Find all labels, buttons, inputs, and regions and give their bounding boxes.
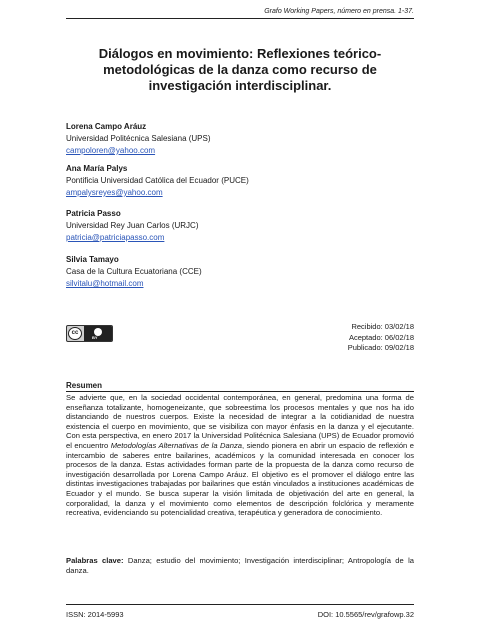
- journal-line: Grafo Working Papers, número en prensa. 1-37.: [264, 8, 414, 15]
- author-block: [66, 121, 414, 157]
- author-email-link[interactable]: ampalysreyes@yahoo.com: [66, 188, 163, 197]
- author-affiliation: Universidad Rey Juan Carlos (URJC): [66, 221, 199, 230]
- cc-symbol: cc: [68, 327, 82, 340]
- keywords-text: Danza; estudio del movimiento; Investigación interdisciplinar; Antropología de la danza.: [66, 556, 414, 575]
- creative-commons-by-icon[interactable]: [66, 325, 113, 342]
- author-name: Patricia Passo: [66, 209, 121, 218]
- footer-divider: [66, 604, 414, 605]
- running-header: [66, 8, 414, 19]
- accepted-date: Aceptado: 06/02/18: [348, 332, 414, 342]
- cc-by-label: BY: [92, 335, 98, 340]
- author-block: [66, 208, 414, 244]
- author-email-link[interactable]: campoloren@yahoo.com: [66, 146, 156, 155]
- author-affiliation: Universidad Politécnica Salesiana (UPS): [66, 134, 211, 143]
- abstract-text: [66, 393, 414, 518]
- author-name: Ana María Palys: [66, 164, 128, 173]
- event-title: Metodologías Alternativas de la Danza: [110, 440, 243, 450]
- footer-doi: DOI: 10.5565/rev/grafowp.32: [317, 610, 414, 619]
- received-date: Recibido: 03/02/18: [351, 322, 414, 331]
- author-name: Silvia Tamayo: [66, 255, 119, 264]
- abstract-text-part-2: , siendo pionera en abrir un espacio de reflexión e intercambio de saberes entre bailarines, académicos y la comunidad interesada en conocer los procesos de la danza. Estas actividades forman parte de la propuesta de la danza como recurso de investigación desarrollada por Lorena Campo Aráuz. El objetivo es el promover el diálogo entre las distintas investigaciones trabajadas por bailarines que están vinculados a instituciones académicas de Ecuador y el mundo. Se busca superar la visión limitada de objetivación del arte en general, la corporalidad, la danza y el movimiento como elementos de descripción folclórica y meramente recreativa, evidenciando su potencialidad creativa, terapéutica y generadora de conocimiento.: [66, 440, 414, 518]
- footer-issn: ISSN: 2014-5993: [66, 610, 124, 619]
- author-email-link[interactable]: patricia@patriciapasso.com: [66, 233, 165, 242]
- publication-dates: [348, 322, 414, 354]
- author-block: [66, 163, 414, 199]
- cc-by-panel: [84, 326, 112, 341]
- author-block: [66, 254, 414, 290]
- keywords: [66, 556, 414, 575]
- author-email-link[interactable]: silvitalu@hotmail.com: [66, 279, 144, 288]
- published-date: Publicado: 09/02/18: [347, 343, 414, 352]
- abstract-heading: Resumen: [66, 381, 414, 392]
- author-affiliation: Casa de la Cultura Ecuatoriana (CCE): [66, 267, 202, 276]
- abstract-text-part-1: Se advierte que, en la sociedad occidental contemporánea, en general, predomina una forma de enseñanza totalizante, homogeneizante, que sobreestima los procesos mentales y que nos ha ido distanciando de nuestros cuerpos. Existe la necesidad de integrar a la cotidianidad de nuestra existencia el cuerpo en movimiento, que se visibiliza con mayor énfasis en la danza y el ejecutante. Con esta perspectiva, en enero 2017 la Universidad Politécnica Salesiana (UPS) de Ecuador promovió el encuentro: [66, 393, 414, 450]
- author-affiliation: Pontificia Universidad Católica del Ecuador (PUCE): [66, 176, 249, 185]
- paper-title: Diálogos en movimiento: Reflexiones teórico-metodológicas de la danza como recurso de investigación interdisciplinar.: [98, 46, 382, 93]
- keywords-label: Palabras clave:: [66, 556, 124, 565]
- author-name: Lorena Campo Aráuz: [66, 122, 147, 131]
